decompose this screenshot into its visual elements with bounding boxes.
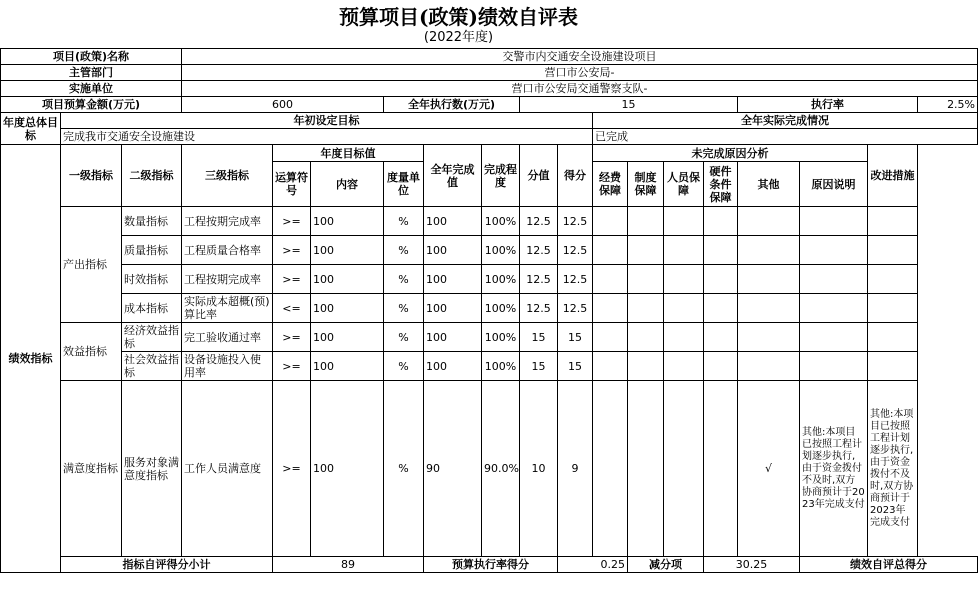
empty-cell xyxy=(628,323,664,352)
budget-value: 600 xyxy=(182,97,384,113)
unit-value: 营口市公安局交通警察支队- xyxy=(182,81,978,97)
hardware-header: 硬件条件保障 xyxy=(704,162,738,207)
table-row xyxy=(1,352,978,381)
unit-header: 度量单位 xyxy=(384,162,424,207)
row-op: >= xyxy=(273,352,311,381)
row-weight: 12.5 xyxy=(520,236,558,265)
empty-cell xyxy=(628,265,664,294)
dept-value: 营口市公安局- xyxy=(182,65,978,81)
empty-cell xyxy=(593,323,628,352)
empty-cell xyxy=(664,381,704,557)
row-content: 100 xyxy=(311,265,384,294)
row-degree: 100% xyxy=(482,352,520,381)
empty-cell xyxy=(868,294,918,323)
row-content: 100 xyxy=(311,294,384,323)
desc-header: 原因说明 xyxy=(800,162,868,207)
row-content: 100 xyxy=(311,352,384,381)
output-group-label: 产出指标 xyxy=(61,207,122,323)
row-l2: 时效指标 xyxy=(122,265,182,294)
op-header: 运算符号 xyxy=(273,162,311,207)
row-content: 100 xyxy=(311,207,384,236)
reason-description: 其他:本项目已按照工程计划逐步执行,由于资金拨付不及时,双方协商预计于2023年完成支付 xyxy=(800,381,868,557)
exec-score-label: 预算执行率得分 xyxy=(424,557,558,573)
row-op: >= xyxy=(273,265,311,294)
row-degree: 100% xyxy=(482,294,520,323)
row-l2: 数量指标 xyxy=(122,207,182,236)
row-weight: 12.5 xyxy=(520,207,558,236)
row-dept xyxy=(1,65,978,81)
initial-goal-header: 年初设定目标 xyxy=(61,113,593,129)
exec-score-value: 0.25 xyxy=(558,557,628,573)
actual-goal-header: 全年实际完成情况 xyxy=(593,113,978,129)
table-row xyxy=(1,294,978,323)
table-row xyxy=(1,236,978,265)
empty-cell xyxy=(664,265,704,294)
row-op: >= xyxy=(273,207,311,236)
row-degree: 100% xyxy=(482,323,520,352)
table-row xyxy=(1,323,978,352)
row-actual: 100 xyxy=(424,207,482,236)
row-weight: 12.5 xyxy=(520,294,558,323)
score-header: 得分 xyxy=(558,145,593,207)
row-degree: 100% xyxy=(482,207,520,236)
empty-cell xyxy=(800,207,868,236)
row-header-1 xyxy=(1,145,978,162)
project-name-label: 项目(政策)名称 xyxy=(1,49,182,65)
score-val-header: 分值 xyxy=(520,145,558,207)
row-score: 15 xyxy=(558,352,593,381)
full-year-header: 全年完成值 xyxy=(424,145,482,207)
empty-cell xyxy=(704,323,738,352)
row-unit xyxy=(1,81,978,97)
row-op: <= xyxy=(273,294,311,323)
row-l3: 工作人员满意度 xyxy=(182,381,273,557)
annual-target-header: 年度目标值 xyxy=(273,145,424,162)
row-actual: 100 xyxy=(424,265,482,294)
row-unit: % xyxy=(384,265,424,294)
row-unit: % xyxy=(384,352,424,381)
row-actual: 100 xyxy=(424,236,482,265)
row-goal-headers xyxy=(1,113,978,129)
row-l3: 完工验收通过率 xyxy=(182,323,273,352)
empty-cell xyxy=(704,294,738,323)
row-goal-values xyxy=(1,129,978,145)
row-l3: 工程按期完成率 xyxy=(182,207,273,236)
row-l3: 工程质量合格率 xyxy=(182,236,273,265)
empty-cell xyxy=(738,352,800,381)
empty-cell xyxy=(738,236,800,265)
project-name-value: 交警市内交通安全设施建设项目 xyxy=(182,49,978,65)
deduction-label: 减分项 xyxy=(628,557,704,573)
title-block xyxy=(0,0,917,48)
level1-header: 一级指标 xyxy=(61,145,122,207)
form-year: (2022年度) xyxy=(423,30,494,45)
unit-label: 实施单位 xyxy=(1,81,182,97)
rate-label: 执行率 xyxy=(738,97,918,113)
row-l2: 质量指标 xyxy=(122,236,182,265)
empty-cell xyxy=(800,352,868,381)
deduction-value: 30.25 xyxy=(704,557,800,573)
empty-cell xyxy=(704,207,738,236)
empty-cell xyxy=(664,294,704,323)
rate-value: 2.5% xyxy=(918,97,978,113)
satisfaction-group-label: 满意度指标 xyxy=(61,381,122,557)
empty-cell xyxy=(800,265,868,294)
row-content: 100 xyxy=(311,236,384,265)
row-degree: 100% xyxy=(482,236,520,265)
executed-label: 全年执行数(万元) xyxy=(384,97,520,113)
empty-cell xyxy=(628,236,664,265)
row-unit: % xyxy=(384,294,424,323)
initial-goal-value: 完成我市交通安全设施建设 xyxy=(61,129,593,145)
empty-cell xyxy=(664,236,704,265)
staff-header: 人员保障 xyxy=(664,162,704,207)
row-unit: % xyxy=(384,236,424,265)
empty-cell xyxy=(868,352,918,381)
content-header: 内容 xyxy=(311,162,384,207)
table-row xyxy=(1,207,978,236)
row-weight: 12.5 xyxy=(520,265,558,294)
row-score: 12.5 xyxy=(558,294,593,323)
row-actual: 100 xyxy=(424,294,482,323)
row-actual: 100 xyxy=(424,352,482,381)
table-row xyxy=(1,381,978,557)
empty-cell xyxy=(593,265,628,294)
subtotal-value: 89 xyxy=(273,557,424,573)
perf-indicators-label: 绩效指标 xyxy=(1,145,61,573)
reasons-header: 未完成原因分析 xyxy=(593,145,868,162)
row-actual: 90 xyxy=(424,381,482,557)
empty-cell xyxy=(738,265,800,294)
subtotal-label: 指标自评得分小计 xyxy=(61,557,273,573)
row-weight: 10 xyxy=(520,381,558,557)
row-l3: 实际成本超概(预)算比率 xyxy=(182,294,273,323)
row-l3: 工程按期完成率 xyxy=(182,265,273,294)
row-weight: 15 xyxy=(520,352,558,381)
form-title: 预算项目(政策)绩效自评表 xyxy=(339,5,578,29)
empty-cell xyxy=(738,323,800,352)
row-unit: % xyxy=(384,323,424,352)
actual-goal-value: 已完成 xyxy=(593,129,978,145)
row-content: 100 xyxy=(311,381,384,557)
empty-cell xyxy=(704,265,738,294)
row-footer xyxy=(1,557,978,573)
other-header: 其他 xyxy=(738,162,800,207)
empty-cell xyxy=(738,294,800,323)
row-weight: 15 xyxy=(520,323,558,352)
empty-cell xyxy=(628,207,664,236)
row-l2: 经济效益指标 xyxy=(122,323,182,352)
level3-header: 三级指标 xyxy=(182,145,273,207)
empty-cell xyxy=(800,323,868,352)
row-degree: 100% xyxy=(482,265,520,294)
annual-goal-label: 年度总体目标 xyxy=(1,113,61,145)
empty-cell xyxy=(868,265,918,294)
row-budget xyxy=(1,97,978,113)
empty-cell xyxy=(628,352,664,381)
empty-cell xyxy=(868,236,918,265)
empty-cell xyxy=(868,207,918,236)
empty-cell xyxy=(664,352,704,381)
empty-cell xyxy=(800,294,868,323)
table-row xyxy=(1,265,978,294)
row-op: >= xyxy=(273,236,311,265)
row-l2: 服务对象满意度指标 xyxy=(122,381,182,557)
executed-value: 15 xyxy=(520,97,738,113)
row-actual: 100 xyxy=(424,323,482,352)
row-unit: % xyxy=(384,207,424,236)
row-l2: 成本指标 xyxy=(122,294,182,323)
evaluation-table xyxy=(0,48,978,573)
level2-header: 二级指标 xyxy=(122,145,182,207)
row-degree: 90.0% xyxy=(482,381,520,557)
empty-cell xyxy=(628,294,664,323)
funding-header: 经费保障 xyxy=(593,162,628,207)
empty-cell xyxy=(593,294,628,323)
row-l3: 设备设施投入使用率 xyxy=(182,352,273,381)
empty-cell xyxy=(738,207,800,236)
row-score: 12.5 xyxy=(558,265,593,294)
empty-cell xyxy=(704,236,738,265)
row-score: 15 xyxy=(558,323,593,352)
row-score: 12.5 xyxy=(558,236,593,265)
degree-header: 完成程度 xyxy=(482,145,520,207)
total-label: 绩效自评总得分 xyxy=(800,557,978,573)
empty-cell xyxy=(628,381,664,557)
improve-header: 改进措施 xyxy=(868,145,918,207)
empty-cell xyxy=(868,323,918,352)
row-score: 9 xyxy=(558,381,593,557)
empty-cell xyxy=(704,352,738,381)
budget-label: 项目预算金额(万元) xyxy=(1,97,182,113)
row-op: >= xyxy=(273,323,311,352)
check-mark: √ xyxy=(738,381,800,557)
empty-cell xyxy=(593,352,628,381)
empty-cell xyxy=(593,381,628,557)
row-score: 12.5 xyxy=(558,207,593,236)
row-content: 100 xyxy=(311,323,384,352)
dept-label: 主管部门 xyxy=(1,65,182,81)
empty-cell xyxy=(800,236,868,265)
system-header: 制度保障 xyxy=(628,162,664,207)
empty-cell xyxy=(664,323,704,352)
empty-cell xyxy=(704,381,738,557)
empty-cell xyxy=(664,207,704,236)
improvement-measure: 其他:本项目已按照工程计划逐步执行,由于资金拨付不及时,双方协商预计于2023年完成支付 xyxy=(868,381,918,557)
empty-cell xyxy=(593,236,628,265)
benefit-group-label: 效益指标 xyxy=(61,323,122,381)
row-l2: 社会效益指标 xyxy=(122,352,182,381)
row-op: >= xyxy=(273,381,311,557)
empty-cell xyxy=(593,207,628,236)
row-project-name xyxy=(1,49,978,65)
row-unit: % xyxy=(384,381,424,557)
